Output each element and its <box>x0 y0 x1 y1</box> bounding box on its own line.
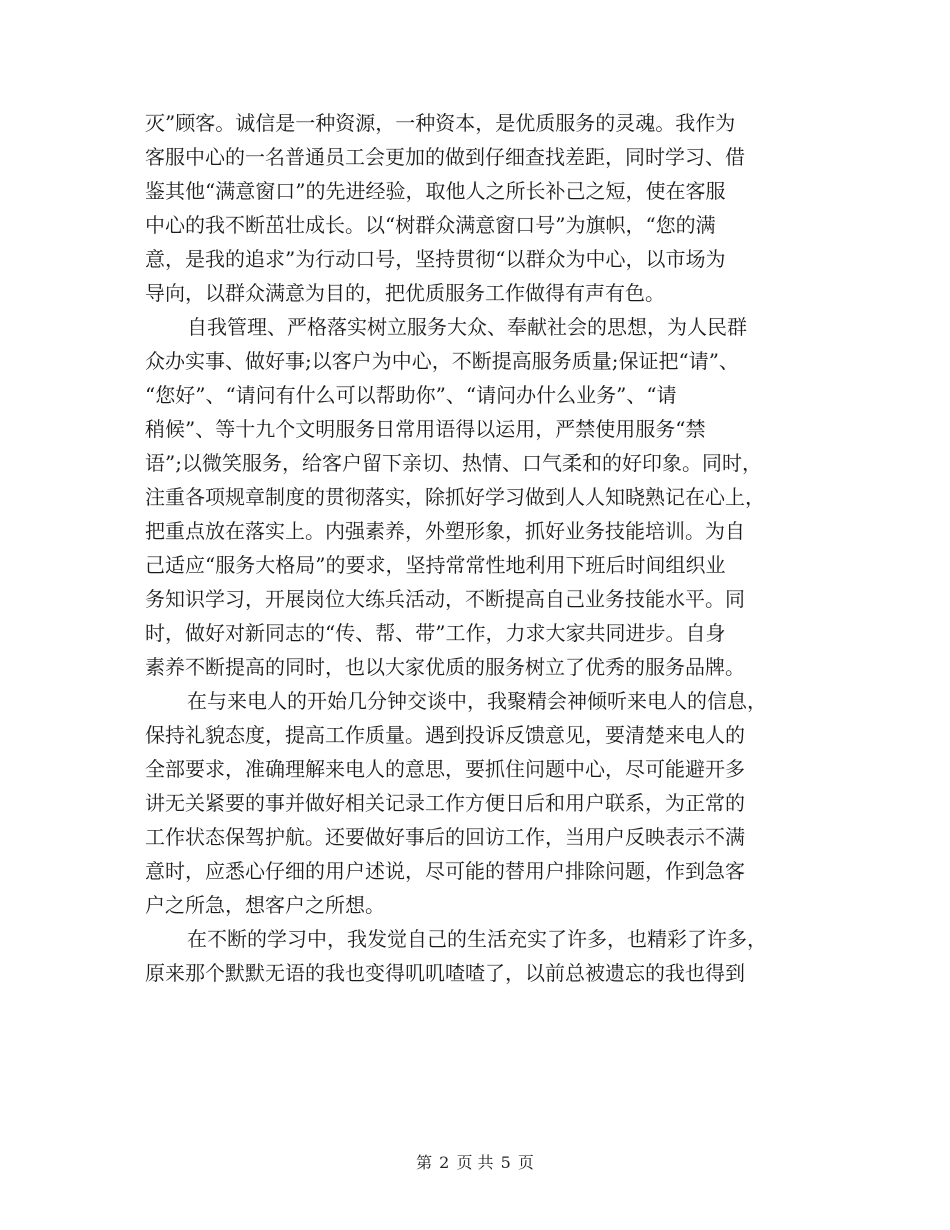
text-line: “您好”、“请问有什么可以帮助你”、“请问办什么业务”、“请 <box>145 383 677 407</box>
text-line: 己适应“服务大格局”的要求，坚持常常性地利用下班后时间组织业 <box>145 553 726 577</box>
text-line: 语”;以微笑服务，给客户留下亲切、热情、口气柔和的好印象。同时， <box>145 451 762 475</box>
text-line: 时，做好对新同志的“传、帮、带”工作，力求大家共同进步。自身 <box>145 621 726 645</box>
text-line: 意时，应悉心仔细的用户述说，尽可能的替用户排除问题，作到急客 <box>145 859 745 883</box>
text-line: 导向，以群众满意为目的，把优质服务工作做得有声有色。 <box>145 281 665 305</box>
text-line: 众办实事、做好事;以客户为中心，不断提高服务质量;保证把“请”、 <box>145 349 739 373</box>
text-line: 户之所急，想客户之所想。 <box>145 893 385 917</box>
text-line: 素养不断提高的同时，也以大家优质的服务树立了优秀的服务品牌。 <box>145 655 745 679</box>
text-line: 全部要求，准确理解来电人的意思，要抓住问题中心，尽可能避开多 <box>145 757 745 781</box>
current-page-number: 2 <box>439 1153 450 1172</box>
text-line: 注重各项规章制度的贯彻落实，除抓好学习做到人人知晓熟记在心上， <box>145 485 765 509</box>
footer-prefix: 第 <box>416 1153 433 1172</box>
paragraph <box>145 922 815 990</box>
text-line: 鉴其他“满意窗口”的先进经验，取他人之所长补己之短，使在客服 <box>145 179 726 203</box>
paragraph <box>145 106 815 310</box>
paragraph <box>145 684 815 922</box>
text-line: 在不断的学习中，我发觉自己的生活充实了许多，也精彩了许多， <box>187 927 767 951</box>
text-line: 自我管理、严格落实树立服务大众、奉献社会的思想，为人民群 <box>187 315 747 339</box>
text-line: 原来那个默默无语的我也变得叽叽喳喳了，以前总被遗忘的我也得到 <box>145 961 745 985</box>
text-line: 意，是我的追求”为行动口号，坚持贯彻“以群众为中心，以市场为 <box>145 247 726 271</box>
text-line: 灭”顾客。诚信是一种资源，一种资本，是优质服务的灵魂。我作为 <box>145 111 736 135</box>
text-line: 务知识学习，开展岗位大练兵活动，不断提高自己业务技能水平。同 <box>145 587 745 611</box>
text-line: 客服中心的一名普通员工会更加的做到仔细查找差距，同时学习、借 <box>145 145 745 169</box>
text-line: 稍候”、等十九个文明服务日常用语得以运用，严禁使用服务“禁 <box>145 417 706 441</box>
total-page-count: 5 <box>500 1153 511 1172</box>
text-line: 讲无关紧要的事并做好相关记录工作方便日后和用户联系，为正常的 <box>145 791 745 815</box>
text-line: 把重点放在落实上。内强素养，外塑形象，抓好业务技能培训。为自 <box>145 519 745 543</box>
page-footer <box>0 1153 950 1173</box>
paragraph <box>145 310 815 684</box>
document-body <box>145 106 815 990</box>
text-line: 中心的我不断茁壮成长。以“树群众满意窗口号”为旗帜，“您的满 <box>145 213 716 237</box>
footer-suffix: 页 <box>517 1153 534 1172</box>
text-line: 工作状态保驾护航。还要做好事后的回访工作，当用户反映表示不满 <box>145 825 745 849</box>
text-line: 在与来电人的开始几分钟交谈中，我聚精会神倾听来电人的信息， <box>187 689 767 713</box>
footer-middle: 页 共 <box>456 1153 494 1172</box>
text-line: 保持礼貌态度，提高工作质量。遇到投诉反馈意见，要清楚来电人的 <box>145 723 745 747</box>
